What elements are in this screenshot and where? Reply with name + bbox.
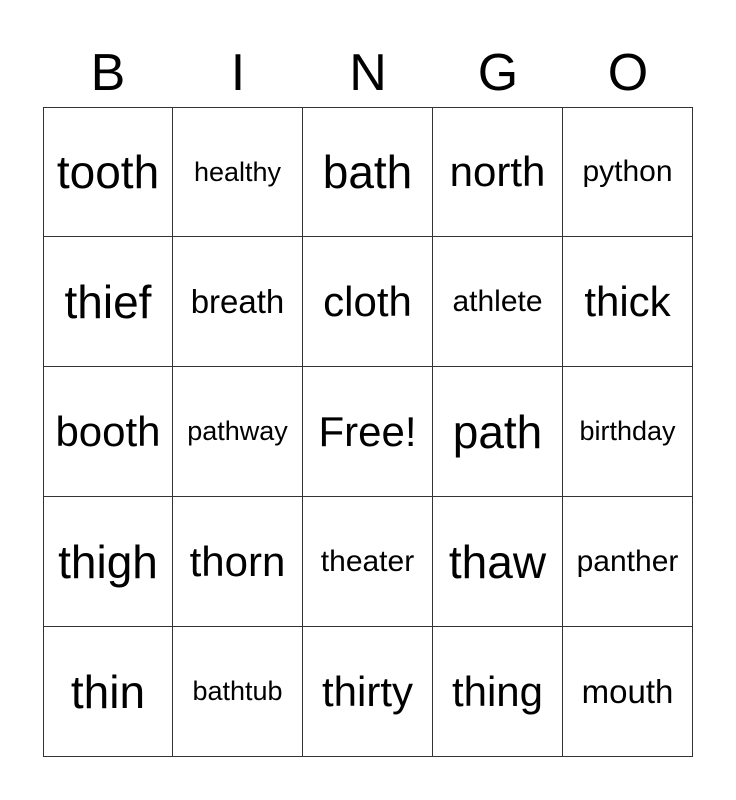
bingo-cell[interactable]: bath (303, 107, 433, 237)
bingo-cell[interactable]: path (433, 367, 563, 497)
bingo-cell[interactable]: athlete (433, 237, 563, 367)
bingo-cell[interactable]: thing (433, 627, 563, 757)
bingo-header (43, 40, 693, 106)
header-letter-g: G (477, 44, 519, 102)
bingo-cell[interactable]: mouth (563, 627, 693, 757)
bingo-cell[interactable]: thin (43, 627, 173, 757)
bingo-cell[interactable]: thaw (433, 497, 563, 627)
bingo-cell[interactable]: healthy (173, 107, 303, 237)
header-letter-i: I (230, 44, 246, 102)
bingo-cell[interactable]: thigh (43, 497, 173, 627)
bingo-cell[interactable]: tooth (43, 107, 173, 237)
header-letter-o: O (607, 44, 649, 102)
bingo-cell[interactable]: booth (43, 367, 173, 497)
bingo-cell[interactable]: thirty (303, 627, 433, 757)
bingo-cell[interactable]: pathway (173, 367, 303, 497)
bingo-board (43, 107, 693, 757)
header-letter-n: N (349, 44, 387, 102)
bingo-cell[interactable]: panther (563, 497, 693, 627)
bingo-cell[interactable]: bathtub (173, 627, 303, 757)
bingo-free-cell[interactable]: Free! (303, 367, 433, 497)
bingo-cell[interactable]: birthday (563, 367, 693, 497)
bingo-cell[interactable]: thief (43, 237, 173, 367)
bingo-cell[interactable]: python (563, 107, 693, 237)
bingo-cell[interactable]: theater (303, 497, 433, 627)
bingo-cell[interactable]: north (433, 107, 563, 237)
bingo-cell[interactable]: thick (563, 237, 693, 367)
header-letter-b: B (90, 44, 126, 102)
bingo-cell[interactable]: thorn (173, 497, 303, 627)
bingo-cell[interactable]: breath (173, 237, 303, 367)
bingo-cell[interactable]: cloth (303, 237, 433, 367)
